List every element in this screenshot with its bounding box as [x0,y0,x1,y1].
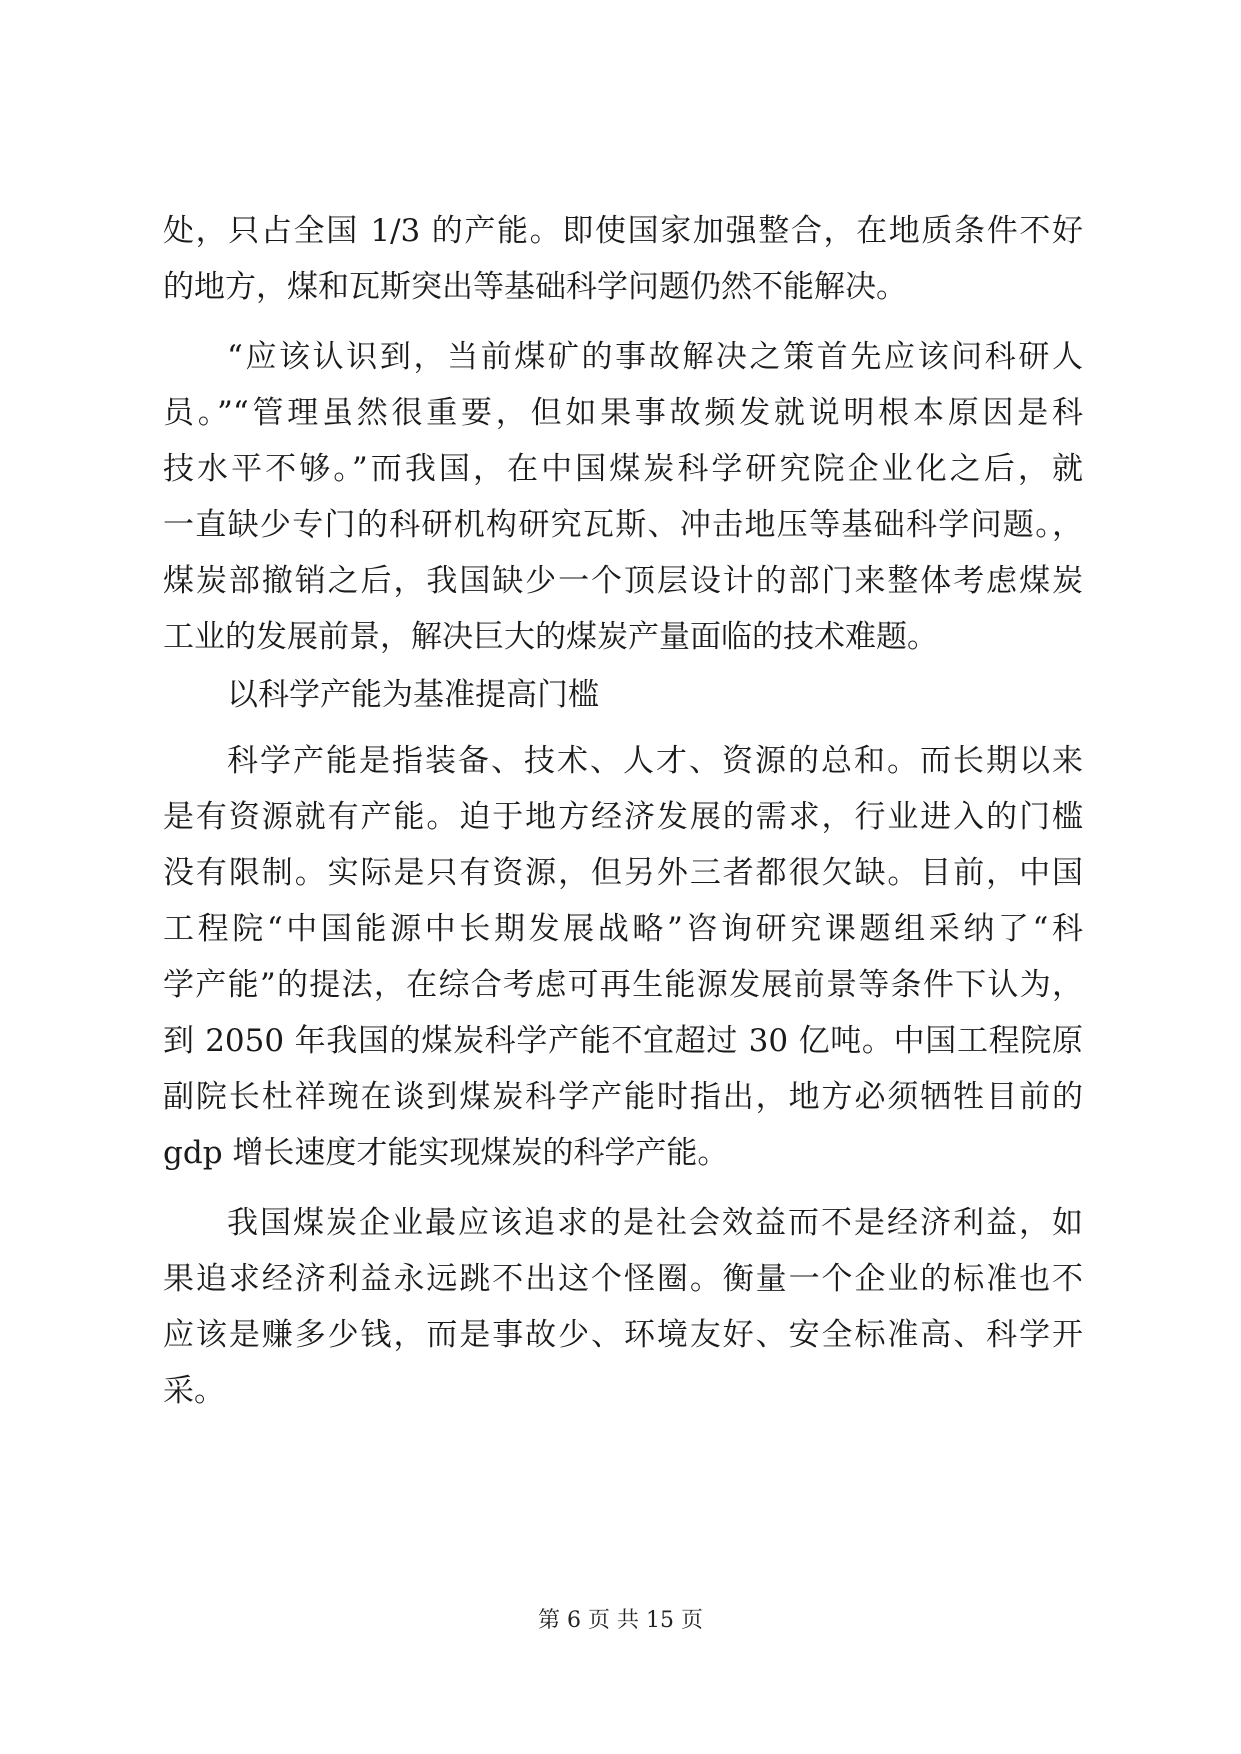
text-line-20: 应该是赚多少钱，而是事故少、环境友好、安全标准高、科学开 [163,1317,1083,1353]
text-line-17: gdp 增长速度才能实现煤炭的科学产能。 [163,1135,729,1171]
text-line-16: 副院长杜祥琬在谈到煤炭科学产能时指出，地方必须牺牲目前的 [163,1079,1083,1115]
text-line-18: 我国煤炭企业最应该追求的是社会效益而不是经济利益，如 [227,1205,1083,1241]
text-line-11: 是有资源就有产能。迫于地方经济发展的需求，行业进入的门槛 [163,799,1083,835]
text-line-13: 工程院“中国能源中长期发展战略”咨询研究课题组采纳了“科 [163,911,1083,947]
section-heading: 以科学产能为基准提高门槛 [227,677,599,713]
text-line-12: 没有限制。实际是只有资源，但另外三者都很欠缺。目前，中国 [163,855,1083,891]
text-line-7: 煤炭部撤销之后，我国缺少一个顶层设计的部门来整体考虑煤炭 [163,563,1083,599]
text-line-4: 员。”“管理虽然很重要，但如果事故频发就说明根本原因是科 [163,395,1083,431]
text-line-6: 一直缺少专门的科研机构研究瓦斯、冲击地压等基础科学问题。， [163,507,1083,543]
text-line-8: 工业的发展前景，解决巨大的煤炭产量面临的技术难题。 [163,619,938,655]
text-line-10: 科学产能是指装备、技术、人才、资源的总和。而长期以来 [227,743,1083,779]
text-line-21: 采。 [163,1373,225,1409]
text-line-3: “应该认识到，当前煤矿的事故解决之策首先应该问科研人 [227,339,1083,375]
text-line-14: 学产能”的提法，在综合考虑可再生能源发展前景等条件下认为， [163,967,1083,1003]
text-line-5: 技水平不够。”而我国，在中国煤炭科学研究院企业化之后，就 [163,451,1083,487]
text-line-19: 果追求经济利益永远跳不出这个怪圈。衡量一个企业的标准也不 [163,1261,1083,1297]
page-number-footer: 第 6 页 共 15 页 [538,1608,703,1633]
text-line-15: 到 2050 年我国的煤炭科学产能不宜超过 30 亿吨。中国工程院原 [163,1023,1083,1059]
text-line-2: 的地方，煤和瓦斯突出等基础科学问题仍然不能解决。 [163,269,907,305]
text-line-1: 处，只占全国 1/3 的产能。即使国家加强整合，在地质条件不好 [163,213,1083,249]
